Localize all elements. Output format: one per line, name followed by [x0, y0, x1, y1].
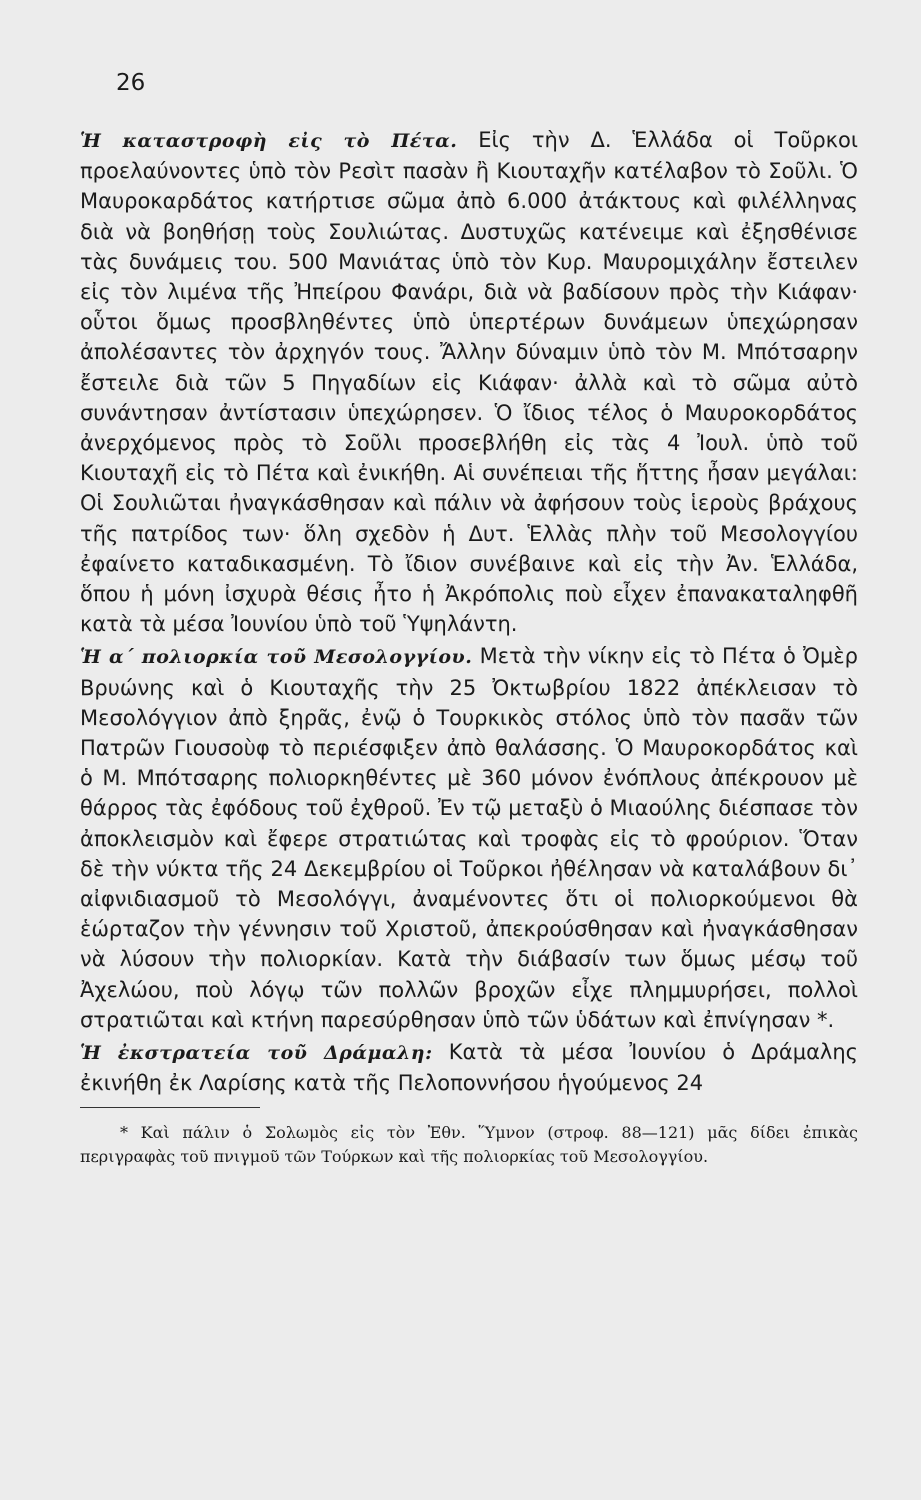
paragraph-peta: [80, 125, 858, 639]
section-heading-mesolongi: Ἡ α΄ πολιορκία τοῦ Μεσολογγίου.: [80, 646, 473, 669]
paragraph-text-peta: Εἰς τὴν Δ. Ἑλλάδα οἱ Τοῦρκοι προελαύνοντες ὑπὸ τὸν Ρεσὶτ πασὰν ἢ Κιουταχῆν κατέλαβον τὸ Σοῦλι. Ὁ Μαυροκαρδάτος κατήρτισε σῶμα ἀπὸ 6.000 ἀτάκτους καὶ φιλέλληνας διὰ νὰ βοηθήσῃ τοὺς Σουλιώτας. Δυστυχῶς κατένειμε καὶ ἐξησθένισε τὰς δυνάμεις του. 500 Μανιάτας ὑπὸ τὸν Κυρ. Μαυρομιχάλην ἔστειλεν εἰς τὸν λιμένα τῆς Ἠπείρου Φανάρι, διὰ νὰ βαδίσουν πρὸς τὴν Κιάφαν· οὗτοι ὅμως προσβληθέντες ὑπὸ ὑπερτέρων δυνάμεων ὑπεχώρησαν ἀπολέσαντες τὸν ἀρχηγόν τους. Ἄλλην δύναμιν ὑπὸ τὸν Μ. Μπότσαρην ἔστειλε διὰ τῶν 5 Πηγαδίων εἰς Κιάφαν· ἀλλὰ καὶ τὸ σῶμα αὐτὸ συνάντησαν ἀντίστασιν ὑπεχώρησεν. Ὁ ἴδιος τέλος ὁ Μαυροκορδάτος ἀνερχόμενος πρὸς τὸ Σοῦλι προσεβλήθη εἰς τὰς 4 Ἰουλ. ὑπὸ τοῦ Κιουταχῆ εἰς τὸ Πέτα καὶ ἐνικήθη. Αἱ συνέπειαι τῆς ἥττης ἦσαν μεγάλαι: Οἱ Σουλιῶται ἠναγκάσθησαν καὶ πάλιν νὰ ἀφήσουν τοὺς ἱεροὺς βράχους τῆς πατρίδος των· ὅλη σχεδὸν ἡ Δυτ. Ἑλλὰς πλὴν τοῦ Μεσολογγίου ἐφαίνετο καταδικασμένη. Τὸ ἴδιον συνέβαινε καὶ εἰς τὴν Ἀν. Ἑλλάδα, ὅπου ἡ μόνη ἰσχυρὰ θέσις ἦτο ἡ Ἀκρόπολις ποὺ εἶχεν ἐπανακαταληφθῆ κατὰ τὰ μέσα Ἰουνίου ὑπὸ τοῦ Ὑψηλάντη.: [80, 128, 859, 637]
page-number: 26: [116, 70, 146, 96]
footnote-divider: [80, 1107, 260, 1108]
paragraph-text-dramali: Κατὰ τὰ μέσα Ἰουνίου ὁ Δράμαλης ἐκινήθη ἐκ Λαρίσης κατὰ τῆς Πελοποννήσου ἡγούμενος 24: [80, 1040, 858, 1096]
section-heading-peta: Ἡ καταστροφὴ εἰς τὸ Πέτα.: [80, 130, 458, 152]
footnote: * Καὶ πάλιν ὁ Σολωμὸς εἰς τὸν Ἐθν. Ὕμνον (στροφ. 88—121) μᾶς δίδει ἐπικὰς περιγραφὰς τοῦ πνιγμοῦ τῶν Τούρκων καὶ τῆς πολιορκίας τοῦ Μεσολογγίου.: [80, 1123, 858, 1166]
paragraph-mesolongi: [80, 641, 858, 1035]
section-heading-dramali: Ἡ ἐκστρατεία τοῦ Δράμαλη:: [80, 1042, 433, 1065]
paragraph-dramali: [80, 1037, 858, 1098]
paragraph-text-mesolongi: Μετὰ τὴν νίκην εἰς τὸ Πέτα ὁ Ὀμὲρ Βρυώνης καὶ ὁ Κιουταχῆς τὴν 25 Ὀκτωβρίου 1822 ἀπέκλεισαν τὸ Μεσολόγγιον ἀπὸ ξηρᾶς, ἐνῷ ὁ Τουρκικὸς στόλος ὑπὸ τὸν πασᾶν τῶν Πατρῶν Γιουσοὺφ τὸ περιέσφιξεν ἀπὸ θαλάσσης. Ὁ Μαυροκορδάτος καὶ ὁ Μ. Μπότσαρης πολιορκηθέντες μὲ 360 μόνον ἐνόπλους ἀπέκρουον μὲ θάρρος τὰς ἐφόδους τοῦ ἐχθροῦ. Ἐν τῷ μεταξὺ ὁ Μιαούλης διέσπασε τὸν ἀποκλεισμὸν καὶ ἔφερε στρατιώτας καὶ τροφὰς εἰς τὸ φρούριον. Ὅταν δὲ τὴν νύκτα τῆς 24 Δεκεμβρίου οἱ Τοῦρκοι ἠθέλησαν νὰ καταλάβουν δι᾽ αἰφνιδιασμοῦ τὸ Μεσολόγγι, ἀναμένοντες ὅτι οἱ πολιορκούμενοι θὰ ἑώρταζον τὴν γέννησιν τοῦ Χριστοῦ, ἀπεκρούσθησαν καὶ ἠναγκάσθησαν νὰ λύσουν τὴν πολιορκίαν. Κατὰ τὴν διάβασίν των ὅμως μέσῳ τοῦ Ἀχελώου, ποὺ λόγῳ τῶν πολλῶν βροχῶν εἶχε πλημμυρήσει, πολλοὶ στρατιῶται καὶ κτήνη παρεσύρθησαν ὑπὸ τῶν ὑδάτων καὶ ἐπνίγησαν *.: [80, 644, 858, 1032]
body-text: [80, 125, 858, 1099]
